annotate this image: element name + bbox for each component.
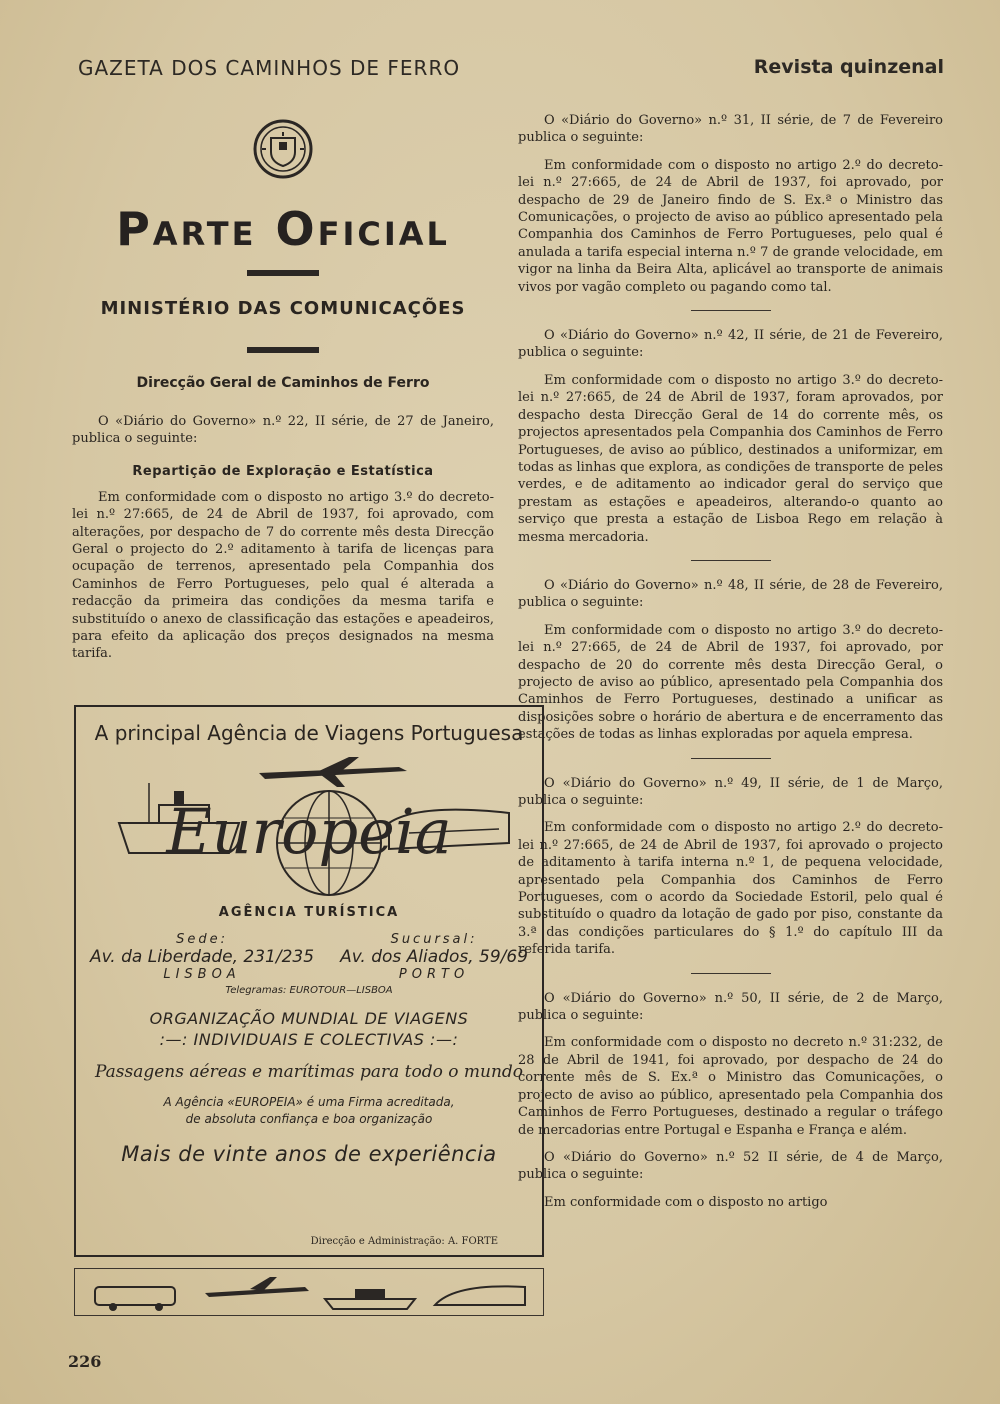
ad-firma-line-1: A Agência «EUROPEIA» é uma Firma acreditada,	[163, 1095, 455, 1109]
direccao-heading: Direcção Geral de Caminhos de Ferro	[136, 375, 430, 391]
advertisement	[74, 705, 544, 1257]
sucursal-label: Sucursal:	[390, 932, 478, 947]
sucursal-address: Av. dos Aliados, 59/69	[340, 947, 528, 967]
paragraph: Em conformidade com o disposto no decreto n.º 31:232, de 28 de Abril de 1941, foi aprovado, por despacho de 24 do corrente mês de S. Ex.ª o Ministro das Comunicações, o projecto de aviso ao público, apresentado pela Companhia dos Caminhos de Ferro Portugueses, destinado a regular o tráfego de mercadorias entre Portugal e Espanha e França e além.	[518, 1035, 943, 1138]
paragraph: Em conformidade com o disposto no artigo 3.º do decreto-lei n.º 27:665, de 24 de Abril de 1937, foram aprovados, por despacho desta Direcção Geral de 14 do corrente mês, os projectos apresentados pela Companhia dos Caminhos de Ferro Portugueses, de aviso ao público, destinados a uniformizar, em todas as linhas que explora, as condições de transporte de peles verdes, e de aditamento ao indicador geral do serviço que prestam as estações e apeadeiros, alterando-o quanto ao serviço que presta a estação de Lisboa Rego em relação à mesma mercadoria.	[518, 372, 943, 545]
paragraph: O «Diário do Governo» n.º 52 II série, de 4 de Março, publica o seguinte:	[518, 1149, 943, 1183]
divider	[691, 560, 771, 561]
paragraph: Em conformidade com o disposto no artigo 2.º do decreto-lei n.º 27:665, de 24 de Abril de 1937, foi aprovado, por despacho de 29 de Janeiro findo de S. Ex.ª o Ministro das Comunicações, o projecto de aviso ao público apresentado pela Companhia dos Caminhos de Ferro Portugueses, pelo qual é anulada a tarifa especial interna n.º 7 de grande velocidade, em vigor na linha da Beira Alta, aplicável ao transporte de animais vivos por vagão completo ou pagando como tal.	[518, 157, 943, 295]
divider	[247, 270, 319, 276]
divider	[691, 973, 771, 974]
coat-of-arms-icon	[252, 118, 314, 180]
vehicles-icon	[75, 1269, 543, 1315]
section-title: Parte Oficial	[116, 202, 450, 256]
sucursal-city: PORTO	[398, 967, 470, 982]
paragraph: Em conformidade com o disposto no artigo	[544, 1194, 828, 1210]
ad-direccao: Direcção e Administração: A. FORTE	[310, 1236, 498, 1247]
ad-passagens: Passagens aéreas e marítimas para todo o mundo	[94, 1062, 524, 1082]
ad-addresses	[90, 932, 528, 982]
ad-sucursal	[340, 932, 528, 982]
page-number: 226	[68, 1352, 102, 1371]
divider	[691, 310, 771, 311]
ad-telegrams: Telegramas: EUROTOUR—LISBOA	[225, 985, 393, 996]
brand-name: Europeia	[166, 795, 452, 868]
sede-address: Av. da Liberdade, 231/235	[90, 947, 315, 967]
paragraph: O «Diário do Governo» n.º 31, II série, de 7 de Fevereiro publica o seguinte:	[518, 113, 943, 146]
journal-title: GAZETA DOS CAMINHOS DE FERRO	[78, 56, 461, 80]
paragraph: Em conformidade com o disposto no artigo 3.º do decreto-lei n.º 27:665, de 24 de Abril de 1937, foi aprovado, por despacho de 20 do corrente mês desta Direcção Geral, o projecto de aviso ao público, apresentado pela Companhia dos Caminhos de Ferro Portugueses, destinado a unificar as disposições sobre o horário de abertura e de encerramento das estações de todas as linhas exploradas por aquela empresa.	[518, 622, 943, 743]
paragraph: Em conformidade com o disposto no artigo 3.º do decreto-lei n.º 27:665, de 24 de Abril de 1937, foi aprovado, com alterações, por despacho de 7 do corrente mês desta Direcção Geral o projecto do 2.º aditamento à tarifa de licenças para ocupação de terrenos, apresentado pela Companhia dos Caminhos de Ferro Portugueses, pelo qual é alterada a redacção da primeira das condições da mesma tarifa e substituído o anexo de classificação das estações e apeadeiros, para efeito da aplicação dos preços designados na mesma tarifa.	[72, 489, 494, 662]
paragraph: O «Diário do Governo» n.º 49, II série, de 1 de Março, publica o seguinte:	[518, 775, 943, 808]
ad-org-line-1: ORGANIZAÇÃO MUNDIAL DE VIAGENS	[149, 1009, 469, 1028]
paragraph: O «Diário do Governo» n.º 42, II série, de 21 de Fevereiro, publica o seguinte:	[518, 328, 943, 361]
paragraph: O «Diário do Governo» n.º 48, II série, de 28 de Fevereiro, publica o seguinte:	[518, 577, 943, 611]
ad-sede	[90, 932, 314, 982]
divider	[691, 758, 771, 759]
vehicles-strip	[74, 1268, 544, 1316]
travel-illustration-icon	[89, 753, 529, 903]
ad-org-line-2: :—: INDIVIDUAIS E COLECTIVAS :—:	[159, 1030, 459, 1049]
sede-city: LISBOA	[163, 967, 241, 982]
left-column	[72, 112, 494, 663]
paragraph: O «Diário do Governo» n.º 22, II série, de 27 de Janeiro, publica o seguinte:	[72, 414, 494, 447]
paragraph: O «Diário do Governo» n.º 50, II série, de 2 de Março, publica o seguinte:	[518, 990, 943, 1024]
ad-experience: Mais de vinte anos de experiência	[121, 1142, 497, 1166]
journal-frequency: Revista quinzenal	[753, 56, 944, 78]
right-column	[518, 112, 943, 1211]
sede-label: Sede:	[176, 932, 228, 947]
ad-firma-line-2: de absoluta confiança e boa organização	[185, 1112, 433, 1126]
divider	[247, 347, 319, 353]
ad-headline: A principal Agência de Viagens Portuguesa	[94, 721, 524, 745]
ad-agency-type: AGÊNCIA TURÍSTICA	[218, 905, 400, 920]
subheading: Repartição de Exploração e Estatística	[132, 463, 434, 479]
ministry-heading: MINISTÉRIO DAS COMUNICAÇÕES	[100, 298, 466, 319]
paragraph: Em conformidade com o disposto no artigo 2.º do decreto-lei n.º 27:665, de 24 de Abril de 1937, foi aprovado o projecto de aditamento à tarifa interna n.º 1, de pequena velocidade, apresentado pela Companhia dos Caminhos de Ferro Portugueses, com o acordo da Sociedade Estoril, pelo qual é substituído o quadro da lotação de gado por piso, constante da 3.ª das condições particulares do § 1.º do capítulo III da referida tarifa.	[518, 820, 943, 958]
